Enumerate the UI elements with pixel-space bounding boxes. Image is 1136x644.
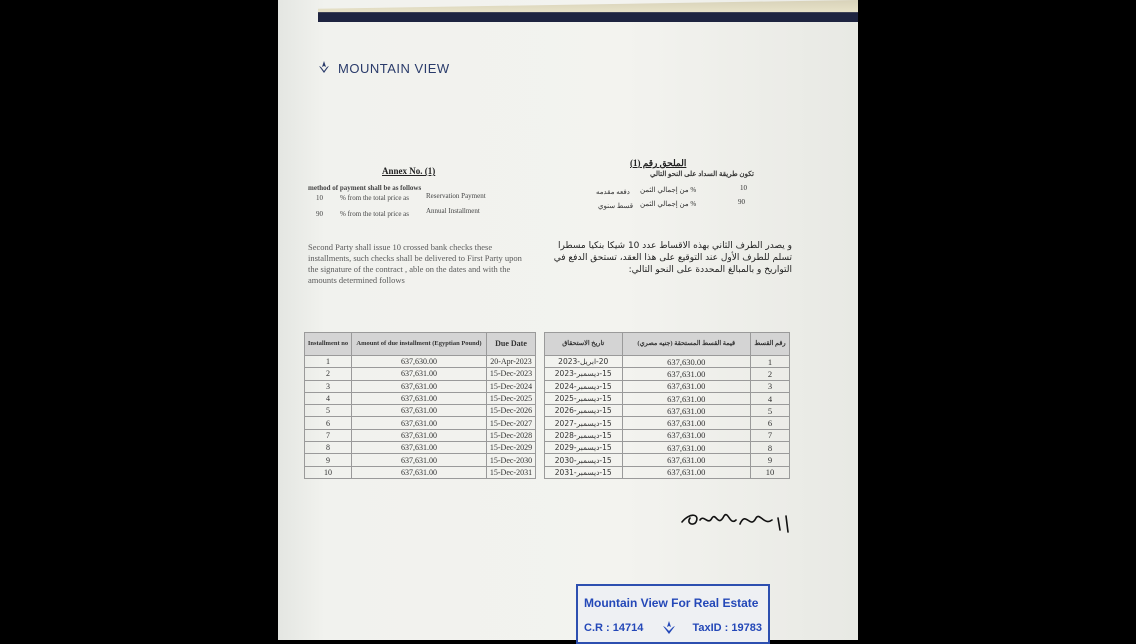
table-cell: 637,631.00 (622, 392, 751, 404)
table-cell: 637,631.00 (622, 405, 751, 417)
payment-label-en: Reservation Payment (426, 192, 486, 200)
table-cell: 637,630.00 (622, 356, 751, 368)
table-cell: 15-Dec-2031 (487, 466, 536, 478)
table-cell: 15-ديسمبر-2031 (545, 466, 623, 478)
table-cell: 10 (751, 466, 790, 478)
table-row (305, 429, 536, 441)
paragraph-en: Second Party shall issue 10 crossed bank checks these installments, such checks shall be delivered to First Party upon the signature of the contract , able on the dates and with the amounts determined follows (308, 242, 522, 285)
table-cell: 5 (751, 405, 790, 417)
table-cell: 637,631.00 (622, 442, 751, 454)
table-row (305, 442, 536, 454)
table-row (545, 368, 790, 380)
table-cell: 15-Dec-2029 (487, 442, 536, 454)
table-cell: 2 (751, 368, 790, 380)
annex-title-en: Annex No. (1) (382, 166, 436, 176)
table-row (305, 417, 536, 429)
table-cell: 15-Dec-2025 (487, 392, 536, 404)
table-row (305, 368, 536, 380)
payment-label-en: Annual Installment (426, 207, 480, 215)
company-stamp (576, 584, 770, 644)
table-row (545, 429, 790, 441)
table-cell: 637,631.00 (351, 454, 486, 466)
table-cell: 637,631.00 (351, 429, 486, 441)
table-cell: 637,631.00 (351, 442, 486, 454)
logo-text: MOUNTAIN VIEW (338, 60, 450, 76)
table-cell: 1 (305, 356, 352, 368)
table-cell: 15-ديسمبر-2028 (545, 429, 623, 441)
table-row (545, 466, 790, 478)
table-cell: 637,631.00 (351, 417, 486, 429)
table-row (305, 392, 536, 404)
table-cell: 637,631.00 (622, 466, 751, 478)
table-cell: 637,631.00 (622, 368, 751, 380)
installments-table-ar (544, 332, 790, 479)
table-cell: 5 (305, 405, 352, 417)
payment-label-ar: دفعه مقدمه (596, 188, 630, 196)
table-cell: 2 (305, 368, 352, 380)
payment-text-ar: % من إجمالي الثمن (640, 186, 697, 194)
table-row (545, 405, 790, 417)
table-cell: 8 (751, 442, 790, 454)
table-header-row (545, 333, 790, 356)
table-row (545, 380, 790, 392)
table-row (305, 405, 536, 417)
company-logo (316, 60, 450, 76)
table-cell: 637,631.00 (622, 429, 751, 441)
table-row (305, 380, 536, 392)
stamp-logo-icon (658, 620, 680, 636)
table-cell: 15-ديسمبر-2029 (545, 442, 623, 454)
payment-method-en: method of payment shall be as follows (308, 184, 422, 192)
table-row (545, 417, 790, 429)
table-cell: 10 (305, 466, 352, 478)
table-cell: 4 (305, 392, 352, 404)
table-cell: 15-ديسمبر-2024 (545, 380, 623, 392)
table-row (305, 454, 536, 466)
table-cell: 637,630.00 (351, 356, 486, 368)
table-cell: 6 (305, 417, 352, 429)
table-cell: 15-Dec-2023 (487, 368, 536, 380)
table-cell: 9 (751, 454, 790, 466)
table-header-row (305, 333, 536, 356)
table-cell: 6 (751, 417, 790, 429)
payment-pct-en: 10 (316, 194, 323, 202)
table-cell: 7 (305, 429, 352, 441)
stamp-tax: TaxID : 19783 (692, 622, 762, 634)
table-cell: 15-ديسمبر-2030 (545, 454, 623, 466)
column-header: رقم القسط (751, 333, 790, 356)
table-row (545, 392, 790, 404)
table-cell: 637,631.00 (351, 466, 486, 478)
payment-text-en: % from the total price as (340, 210, 410, 218)
table-cell: 637,631.00 (351, 368, 486, 380)
table-cell: 15-ديسمبر-2023 (545, 368, 623, 380)
table-cell: 8 (305, 442, 352, 454)
table-cell: 637,631.00 (622, 417, 751, 429)
annex-title-ar: الملحق رقم (1) (630, 158, 687, 168)
payment-pct-ar: 10 (740, 184, 747, 192)
table-cell: 637,631.00 (351, 392, 486, 404)
column-header: Amount of due installment (Egyptian Pound) (351, 333, 486, 356)
table-cell: 20-ابريل-2023 (545, 356, 623, 368)
table-row (305, 466, 536, 478)
table-cell: 15-Dec-2030 (487, 454, 536, 466)
table-cell: 7 (751, 429, 790, 441)
table-cell: 15-Dec-2026 (487, 405, 536, 417)
table-cell: 3 (305, 380, 352, 392)
table-cell: 1 (751, 356, 790, 368)
installments-table-en (304, 332, 536, 479)
column-header: Installment no (305, 333, 352, 356)
table-cell: 15-Dec-2028 (487, 429, 536, 441)
payment-text-en: % from the total price as (340, 194, 410, 202)
mountain-leaf-icon (316, 60, 332, 76)
table-cell: 15-Dec-2024 (487, 380, 536, 392)
paragraph-ar: و يصدر الطرف الثاني بهذه الاقساط عدد 10 شيكا بنكيا مسطرا تسلم للطرف الأول عند التوقيع على هذا العقد، تستحق الدفع في التواريخ و بالمبالغ المحددة على النحو التالي: (553, 241, 792, 275)
table-cell: 9 (305, 454, 352, 466)
table-cell: 20-Apr-2023 (487, 356, 536, 368)
column-header: Due Date (487, 333, 536, 356)
table-cell: 15-ديسمبر-2027 (545, 417, 623, 429)
payment-label-ar: قسط سنوي (598, 202, 634, 210)
table-cell: 15-ديسمبر-2026 (545, 405, 623, 417)
payment-text-ar: % من إجمالي الثمن (640, 200, 697, 208)
table-cell: 637,631.00 (351, 405, 486, 417)
stamp-cr: C.R : 14714 (584, 622, 644, 634)
table-cell: 4 (751, 392, 790, 404)
table-cell: 15-Dec-2027 (487, 417, 536, 429)
column-header: تاريخ الاستحقاق (545, 333, 623, 356)
column-header: قيمة القسط المستحقة (جنيه مصري) (622, 333, 751, 356)
payment-pct-en: 90 (316, 210, 323, 218)
table-cell: 3 (751, 380, 790, 392)
table-row (545, 356, 790, 368)
table-cell: 637,631.00 (351, 380, 486, 392)
table-row (545, 442, 790, 454)
table-row (305, 356, 536, 368)
table-cell: 15-ديسمبر-2025 (545, 392, 623, 404)
stamp-company: Mountain View For Real Estate (584, 596, 759, 610)
table-cell: 637,631.00 (622, 380, 751, 392)
payment-pct-ar: 90 (738, 198, 745, 206)
signature (676, 500, 796, 540)
document-page (278, 0, 858, 640)
table-cell: 637,631.00 (622, 454, 751, 466)
table-row (545, 454, 790, 466)
payment-method-ar: تكون طريقة السداد على النحو التالي (650, 170, 754, 178)
